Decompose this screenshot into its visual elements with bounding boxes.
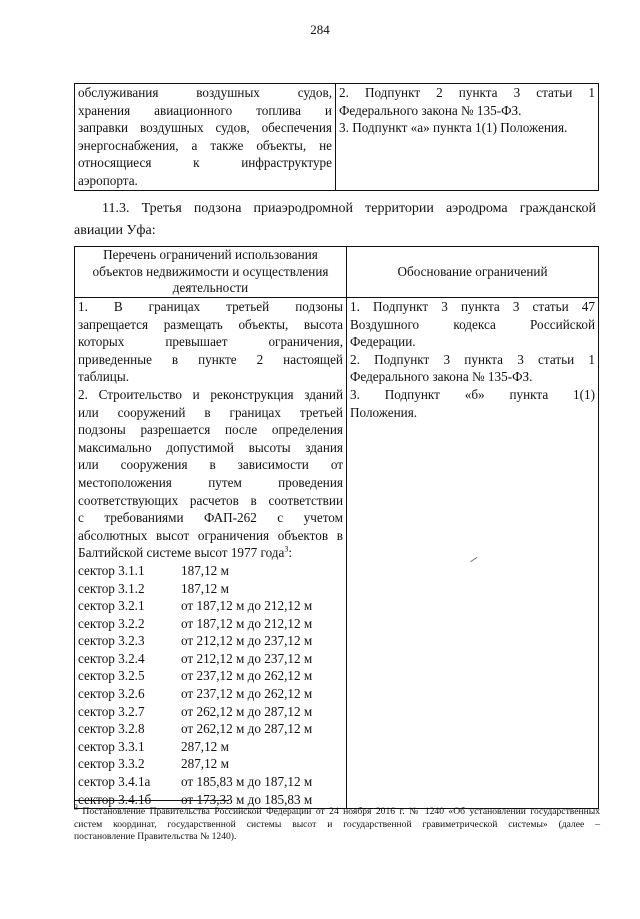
continued-left-cell [75, 84, 336, 191]
footnote [74, 802, 600, 844]
justification-cell [347, 298, 599, 809]
sector-name: сектор 3.2.7 [78, 703, 145, 719]
page-number: 284 [310, 22, 330, 37]
sector-height: от 237,12 м до 262,12 м [181, 668, 313, 684]
text-line: аэропорта. [78, 172, 138, 188]
table-header-row [75, 247, 599, 298]
sector-row [78, 580, 343, 598]
sector-row [78, 703, 343, 721]
header-restrictions-list [75, 247, 347, 298]
sector-height: от 173,33 м до 185,83 м [181, 791, 313, 807]
sector-name: сектор 3.2.1 [78, 598, 145, 614]
sector-row [78, 615, 343, 633]
sector-height: 187,12 м [181, 580, 229, 596]
sector-height: от 262,12 м до 287,12 м [181, 703, 313, 719]
sector-name: сектор 3.1.2 [78, 580, 145, 596]
sector-name: сектор 3.1.1 [78, 562, 145, 578]
continued-right-cell [336, 84, 599, 191]
text-line: 2. Строительство и реконструкция зданий [78, 386, 343, 402]
sector-height: 287,12 м [181, 738, 229, 754]
footnote-line: систем координат, государственной системы высот и государственной гравиметрической системы» (далее – [74, 818, 600, 830]
sector-height: от 237,12 м до 262,12 м [181, 686, 313, 702]
sector-name: сектор 3.2.8 [78, 721, 145, 737]
text-line: заправки воздушных судов, обеспечения [78, 120, 332, 136]
sector-name: сектор 3.2.2 [78, 615, 145, 631]
text-line: Воздушного кодекса Российской [350, 316, 595, 332]
footnote-line: постановление Правительства № 1240). [74, 831, 237, 842]
header-line: деятельности [172, 280, 249, 296]
text-line: с требованиями ФАП-262 с учетом [78, 510, 343, 526]
text-line: 1. Подпункт 3 пункта 3 статьи 47 [350, 299, 595, 314]
restrictions-cell [75, 298, 347, 809]
header-justification: Обоснование ограничений [347, 247, 599, 298]
sector-name: сектор 3.2.6 [78, 686, 145, 702]
sector-row [78, 667, 343, 685]
text-line: соответствующих расчетов в соответствии [78, 492, 343, 508]
sector-height: от 187,12 м до 212,12 м [181, 615, 313, 631]
sector-height: от 212,12 м до 237,12 м [181, 650, 313, 666]
restrictions-table [74, 246, 599, 809]
sector-height: 187,12 м [181, 562, 229, 578]
text-fragment: Постановление Правительства Российской Федерации от 24 ноября 2016 г. № 1240 «Об установлении государственных [78, 806, 600, 817]
sector-name: сектор 3.4.1б [78, 791, 152, 807]
footnote-reference: 3 [284, 544, 289, 554]
text-line: обслуживания воздушных судов, [78, 85, 332, 100]
text-line: или сооружений в границах третьей [78, 404, 343, 420]
text-line: Федерального закона № 135-ФЗ. [339, 102, 522, 118]
footnote-line [74, 802, 600, 819]
text-line: 2. Подпункт 2 пункта 3 статьи 1 [339, 85, 595, 100]
footnote-divider [74, 800, 229, 801]
sector-row [78, 773, 343, 791]
text-line: Балтийской системе высот 1977 года$^3$: [78, 544, 293, 561]
text-line: Положения. [350, 404, 418, 420]
text-line: 3. Подпункт «б» пункта 1(1) [350, 386, 595, 402]
sector-row [78, 562, 343, 580]
sector-list [78, 562, 343, 808]
sector-height: от 262,12 м до 287,12 м [181, 721, 313, 737]
section-heading-line: авиации Уфа: [74, 223, 156, 238]
text-line: которых превышает ограничения, [78, 334, 343, 350]
text-line: подзоны разрешается после определения [78, 422, 343, 438]
section-heading [74, 198, 596, 242]
table-row [75, 298, 599, 809]
sector-name: сектор 3.2.5 [78, 668, 145, 684]
footnote-mark: 3 [74, 802, 78, 812]
sector-row [78, 720, 343, 738]
text-line: Федерации. [350, 334, 416, 350]
text-fragment: Балтийской системе высот 1977 года [78, 545, 285, 561]
sector-row [78, 755, 343, 773]
sector-row [78, 685, 343, 703]
text-line: приведенные в пункте 2 настоящей [78, 351, 343, 367]
sector-name: сектор 3.2.4 [78, 650, 145, 666]
header-line: объектов недвижимости и осуществления [92, 263, 329, 279]
sector-row [78, 650, 343, 668]
text-line: абсолютных высот ограничения объектов в [78, 527, 343, 543]
text-line: местоположения путем проведения [78, 474, 343, 490]
text-line: энергоснабжения, а также объекты, не [78, 137, 332, 153]
text-line: запрещается размещать объекты, высота [78, 316, 343, 332]
sector-height: от 187,12 м до 212,12 м [181, 598, 313, 614]
sector-row [78, 738, 343, 756]
sector-name: сектор 3.3.2 [78, 756, 145, 772]
sector-row [78, 632, 343, 650]
sector-name: сектор 3.4.1а [78, 774, 151, 790]
text-line: или сооружения в зависимости от [78, 457, 343, 473]
text-line: Федерального закона № 135-ФЗ. [350, 369, 533, 385]
sector-height: от 185,83 м до 187,12 м [181, 774, 313, 790]
sector-height: от 212,12 м до 237,12 м [181, 633, 313, 649]
text-line: 2. Подпункт 3 пункта 3 статьи 1 [350, 351, 595, 367]
sector-height: 287,12 м [181, 756, 229, 772]
text-line: таблицы. [78, 369, 130, 385]
sector-name: сектор 3.2.3 [78, 633, 145, 649]
sector-name: сектор 3.3.1 [78, 738, 145, 754]
text-line: хранения авиационного топлива и [78, 102, 332, 118]
header-line: Перечень ограничений использования [103, 247, 318, 263]
text-line: максимально допустимой высоты здания [78, 439, 343, 455]
text-line: 1. В границах третьей подзоны [78, 299, 343, 314]
continued-restrictions-table [74, 83, 599, 191]
table-row [75, 84, 599, 191]
text-line: 3. Подпункт «а» пункта 1(1) Положения. [339, 120, 568, 136]
sector-row [78, 597, 343, 615]
section-heading-line: 11.3. Третья подзона приаэродромной территории аэродрома гражданской [102, 201, 596, 216]
text-line: относящиеся к инфраструктуре [78, 155, 332, 171]
